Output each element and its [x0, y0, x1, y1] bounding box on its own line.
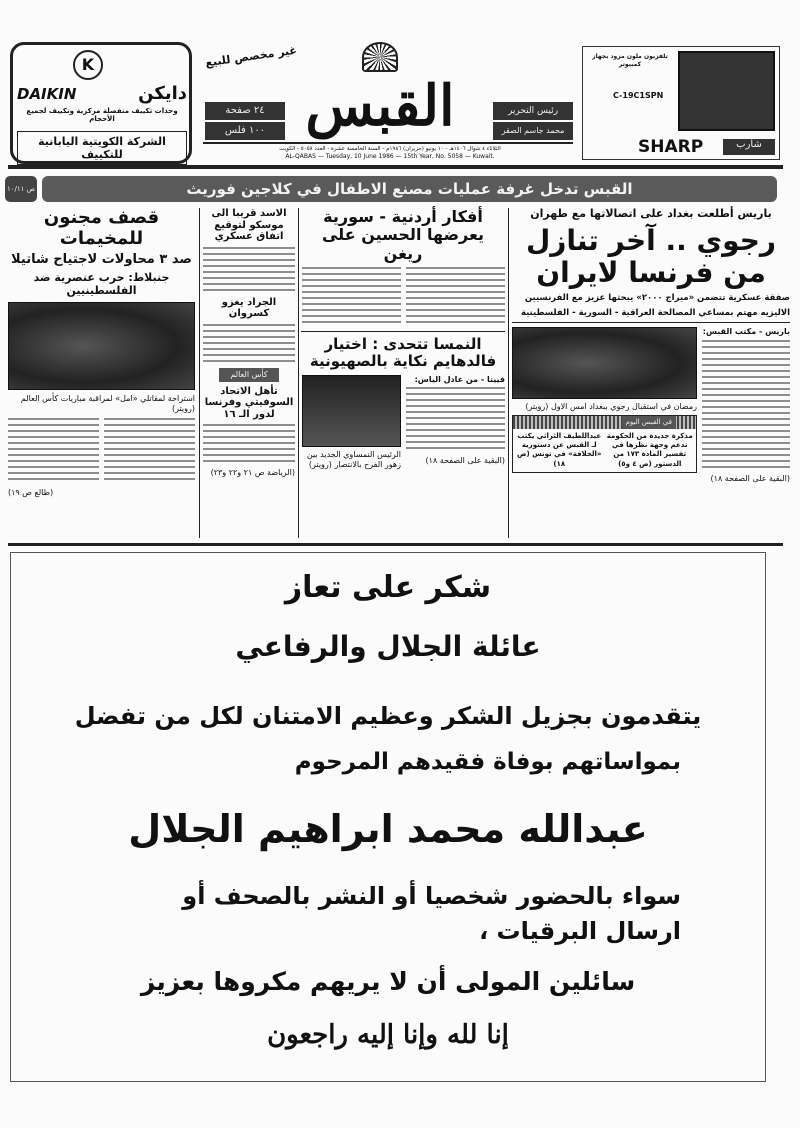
- today-label: في القبس اليوم: [622, 416, 676, 429]
- camps-caption: استراحة لمقاتلي «امل» لمراقبة مباريات كأس العالم (رويتر): [20, 393, 195, 413]
- daikin-brand-en: DAIKIN: [17, 84, 77, 103]
- waldheim-photo: [302, 375, 401, 447]
- locust-headline: الجراد يغزو كسروان: [221, 296, 277, 319]
- sharp-brand: SHARP: [638, 137, 704, 157]
- camps-photo: [8, 302, 195, 390]
- daikin-company: الشركة الكويتية اليابانية للتكييف: [17, 131, 187, 165]
- sharp-ad-text: تلفزيون ملون مزود بجهاز كمبيوتر: [592, 53, 668, 68]
- notice-title: شكر على تعاز: [284, 570, 492, 605]
- austria-continued: (البقية على الصفحة ١٨): [425, 455, 505, 465]
- sport-continued: (الرياضة ص ٢١ و٢٢ و٢٣): [210, 468, 295, 477]
- main-caption: رمضان في استقبال رجوي ببغداد امس الاول (رويتر): [525, 402, 697, 412]
- main-sub1: صفقة عسكرية تتضمن «ميراج ٢٠٠٠» يبحثها عزيز مع الفرنسيين: [524, 293, 790, 304]
- logo-emblem-icon: [362, 42, 398, 72]
- today-box: [512, 415, 697, 472]
- notice-line3: سواء بالحضور شخصيا أو النشر بالصحف أو ارسال البرقيات ،: [182, 882, 681, 945]
- condolence-notice: [10, 552, 766, 1082]
- price-badge: ١٠٠ فلس: [205, 122, 285, 140]
- date-line-ar: الثلاثاء ٤ شوال ١٤٠٦هـ - ١٠ يونيو (حزيران) ١٩٨٦م - السنة الخامسة عشرة - العدد ٥٠٥٨ - الكويت: [279, 146, 501, 152]
- daikin-tagline: وحدات تكييف منفصلة مركزية وتكييف لجميع الأحجام: [26, 107, 178, 124]
- main-headline: رجوي .. آخر تنازل من فرنسا لايران: [525, 223, 777, 289]
- daikin-brand-ar: دايكن: [138, 83, 187, 104]
- austria-dateline: فيينا - من عادل الياس:: [414, 374, 505, 384]
- pages-badge: ٢٤ صفحة: [205, 102, 285, 120]
- top-banner: القبس تدخل غرفة عمليات مصنع الاطفال في كلاجين فوريث: [42, 176, 777, 202]
- editor-name: محمد جاسم الصقر: [493, 122, 573, 140]
- not-for-sale-stamp: غير مخصص للبيع: [204, 43, 298, 70]
- today-item2: عبداللطيف الثراثي يكتب لـ القبس عن دستورية «الخلافة» في تونس (ص ١٨): [517, 432, 602, 468]
- notice-line2: بمواساتهم بوفاة فقيدهم المرحوم: [294, 749, 681, 775]
- jordan-headline: أفكار أردنية - سورية يعرضها الحسين على ريغن: [321, 207, 485, 263]
- editor-label: رئيس التحرير: [493, 102, 573, 120]
- tv-image: [678, 51, 775, 131]
- camps-sub: صد ٣ محاولات لاجتياح شاتيلا: [11, 252, 192, 268]
- notice-family: عائلة الجلال والرفاعي: [235, 630, 541, 663]
- page-ref-badge: ص ١٠/١١: [5, 176, 37, 202]
- camps-continued: (طالع ص ١٩): [8, 487, 54, 497]
- daikin-ad: [10, 42, 192, 164]
- world-cup-label: كأس العالم: [219, 368, 279, 382]
- date-line-en: AL-QABAS — Tuesday, 10 June 1986 — 15th Year, No. 5058 — Kuwait.: [285, 153, 495, 160]
- main-photo: [512, 327, 697, 399]
- sharp-brand-ar: شارب: [723, 139, 775, 155]
- notice-line1: يتقدمون بجزيل الشكر وعظيم الامتنان لكل من تفضل: [74, 702, 702, 730]
- notice-verse: إنا لله وإنا إليه راجعون: [267, 1020, 509, 1050]
- daikin-logo-icon: K: [73, 50, 103, 80]
- main-kicker: باريس أطلعت بغداد على اتصالاتها مع طهران: [530, 207, 772, 220]
- camps-sub2: جنبلاط: حرب عنصرية ضد الفلسطينيين: [33, 271, 170, 297]
- newspaper-title: القبس: [305, 73, 455, 139]
- camps-headline: قصف مجنون للمخيمات: [43, 207, 160, 249]
- deceased-name: عبدالله محمد ابراهيم الجلال: [128, 807, 648, 851]
- main-sub2: الاليزيه مهتم بمساعي المصالحة العراقية - السورية - الفلسطينية: [520, 307, 790, 318]
- notice-line4: سائلين المولى أن لا يريهم مكروها بعزيز: [140, 967, 636, 996]
- main-dateline: باريس - مكتب القبس:: [702, 327, 790, 337]
- sharp-ad: [582, 46, 780, 160]
- assad-headline: الاسد قريبا الى موسكو لتوقيع اتفاق عسكري: [211, 208, 287, 242]
- austria-headline: النمسا تتحدى : اختيار فالدهايم نكاية بالصهيونية: [309, 335, 497, 371]
- austria-caption: الرئيس النمساوي الجديد بين زهور الفرح بالانتصار (رويتر): [306, 449, 401, 469]
- sport-headline: تأهل الاتحاد السوفيتي وفرنسا لدور الـ ١٦: [204, 385, 294, 420]
- sharp-model: C-19C1SPN: [613, 91, 664, 100]
- today-item1: مذكرة جديدة من الحكومة تدعم وجهة نظرها في تفسير المادة ١٧٣ من الدستور (ص ٤ و٥): [606, 432, 693, 468]
- main-continued: (البقية على الصفحة ١٨): [710, 474, 790, 484]
